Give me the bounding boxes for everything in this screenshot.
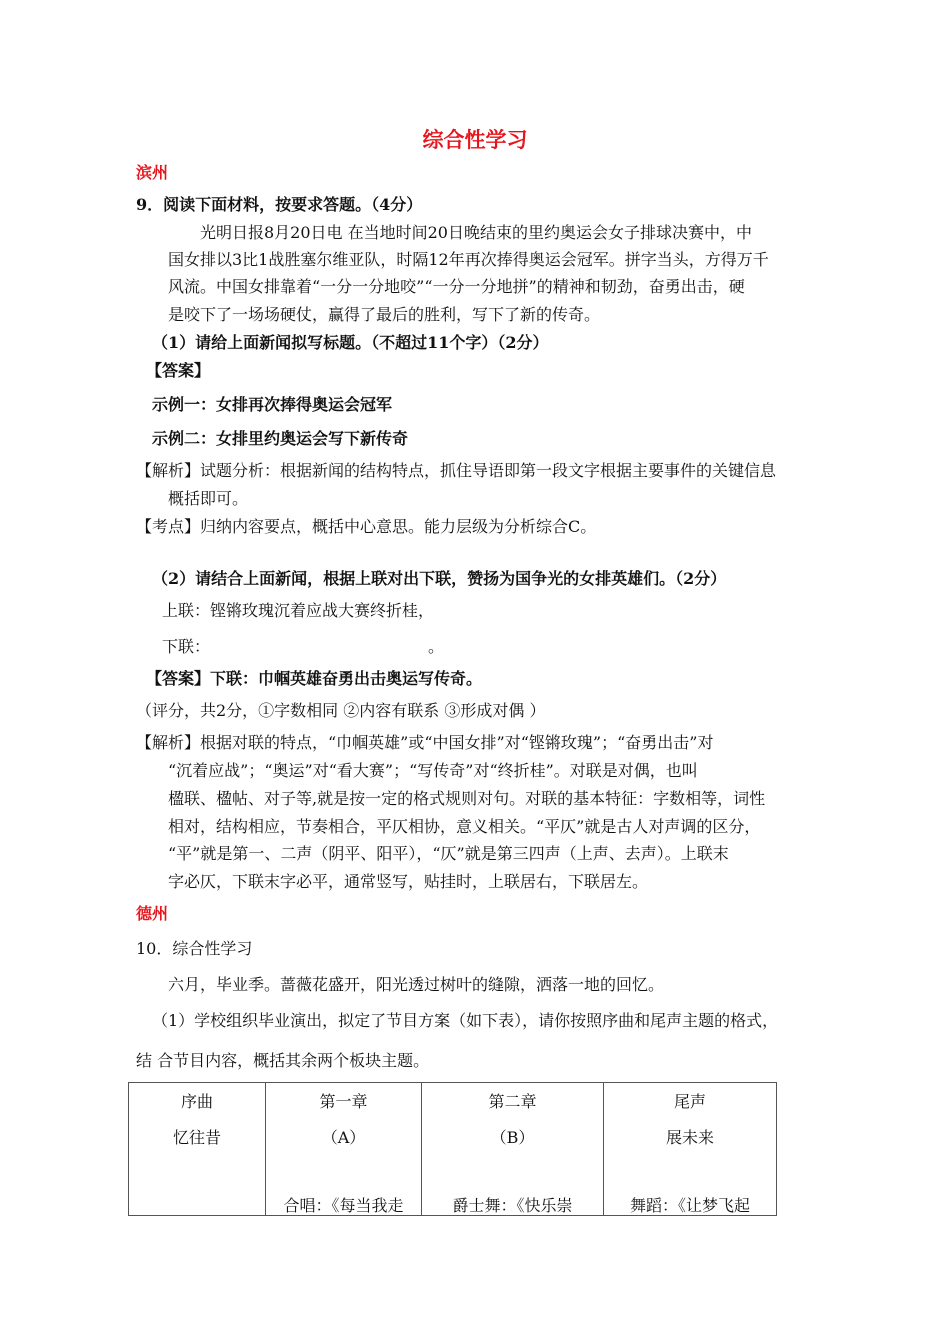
table-cell: [129, 1083, 266, 1216]
lower-couplet-label: 下联：: [162, 637, 211, 656]
table-cell: [604, 1083, 777, 1216]
table-cell-program: 爵士舞：《快乐崇: [452, 1196, 573, 1215]
analysis-2-line: 【解析】根据对联的特点，“巾帼英雄”或“中国女排”对“铿锵玫瑰”；“奋勇出击”对: [136, 733, 714, 752]
exam-point-1: 【考点】归纳内容要点，概括中心意思。能力层级为分析综合C。: [136, 517, 597, 536]
analysis-2-line: “沉着应战”；“奥运”对“看大赛”；“写传奇”对“终折桂”。对联是对偶，也叫: [168, 761, 698, 780]
analysis-2-line: 字必仄，下联末字必平，通常竖写，贴挂时，上联居右，下联居左。: [168, 872, 649, 891]
passage-line: 是咬下了一场场硬仗，赢得了最后的胜利，写下了新的传奇。: [168, 305, 601, 324]
table-cell-program: 合唱：《每当我走: [283, 1196, 404, 1215]
table-cell-header: 第二章: [488, 1092, 537, 1111]
answer-example-1: 示例一：女排再次捧得奥运会冠军: [152, 395, 393, 414]
question-10-intro: 六月，毕业季。蔷薇花盛开，阳光透过树叶的缝隙，洒落一地的回忆。: [168, 975, 665, 994]
sub-question-1: （1）请给上面新闻拟写标题。（不超过11个字）（2分）: [152, 333, 549, 352]
analysis-2-line: 相对，结构相应，节奏相合，平仄相协，意义相关。“平仄”就是古人对声调的区分，: [168, 817, 761, 836]
table-cell-header: 序曲: [180, 1092, 213, 1111]
answer-2: 【答案】下联：巾帼英雄奋勇出击奥运写传奇。: [146, 669, 483, 688]
region-dezhou: 德州: [136, 904, 169, 923]
page-title: 综合性学习: [422, 127, 528, 152]
analysis-2-line: 楹联、楹帖、对子等,就是按一定的格式规则对句。对联的基本特征：字数相等，词性: [168, 789, 766, 808]
table-cell-theme: 展未来: [665, 1128, 714, 1147]
question-10-sub1: （1）学校组织毕业演出，拟定了节目方案（如下表），请你按照序曲和尾声主题的格式，: [152, 1011, 779, 1030]
table-cell-header: 尾声: [673, 1092, 706, 1111]
passage-line: 国女排以3比1战胜塞尔维亚队，时隔12年再次捧得奥运会冠军。拼字当头，方得万千: [168, 250, 769, 269]
passage-line: 风流。中国女排靠着“一分一分地咬”“一分一分地拼”的精神和韧劲，奋勇出击，硬: [168, 277, 745, 296]
question-9-heading: 9．阅读下面材料，按要求答题。（4分）: [136, 195, 423, 214]
lower-couplet-end: 。: [428, 637, 445, 656]
table-cell-theme: （A）: [321, 1128, 366, 1147]
answer-example-2: 示例二：女排里约奥运会写下新传奇: [152, 429, 409, 448]
question-10-heading: 10．综合性学习: [136, 939, 253, 958]
table-cell-theme: 忆往昔: [172, 1128, 221, 1147]
table-row: [129, 1083, 777, 1216]
table-cell-program: 舞蹈：《让梦飞起: [629, 1196, 750, 1215]
answer-tag: 【答案】: [146, 361, 211, 380]
table-cell-theme: （B）: [490, 1128, 535, 1147]
analysis-1: 【解析】试题分析：根据新闻的结构特点，抓住导语即第一段文字根据主要事件的关键信息: [136, 461, 777, 480]
program-table: [128, 1082, 777, 1216]
table-cell: [266, 1083, 422, 1216]
scoring-note: （评分，共2分，①字数相同 ②内容有联系 ③形成对偶 ）: [136, 701, 546, 720]
analysis-2-line: “平”就是第一、二声（阴平、阳平），“仄”就是第三四声（上声、去声）。上联末: [168, 844, 729, 863]
upper-couplet: 上联：铿锵玫瑰沉着应战大赛终折桂，: [162, 601, 435, 620]
analysis-1-cont: 概括即可。: [168, 489, 249, 508]
question-10-sub1-cont: 结 合节目内容，概括其余两个板块主题。: [136, 1051, 430, 1070]
region-binzhou: 滨州: [136, 163, 169, 182]
sub-question-2: （2）请结合上面新闻，根据上联对出下联，赞扬为国争光的女排英雄们。（2分）: [152, 569, 727, 588]
table-cell-header: 第一章: [319, 1092, 368, 1111]
table-cell: [422, 1083, 604, 1216]
passage-line: 光明日报8月20日电 在当地时间20日晚结束的里约奥运会女子排球决赛中，中: [200, 223, 752, 242]
